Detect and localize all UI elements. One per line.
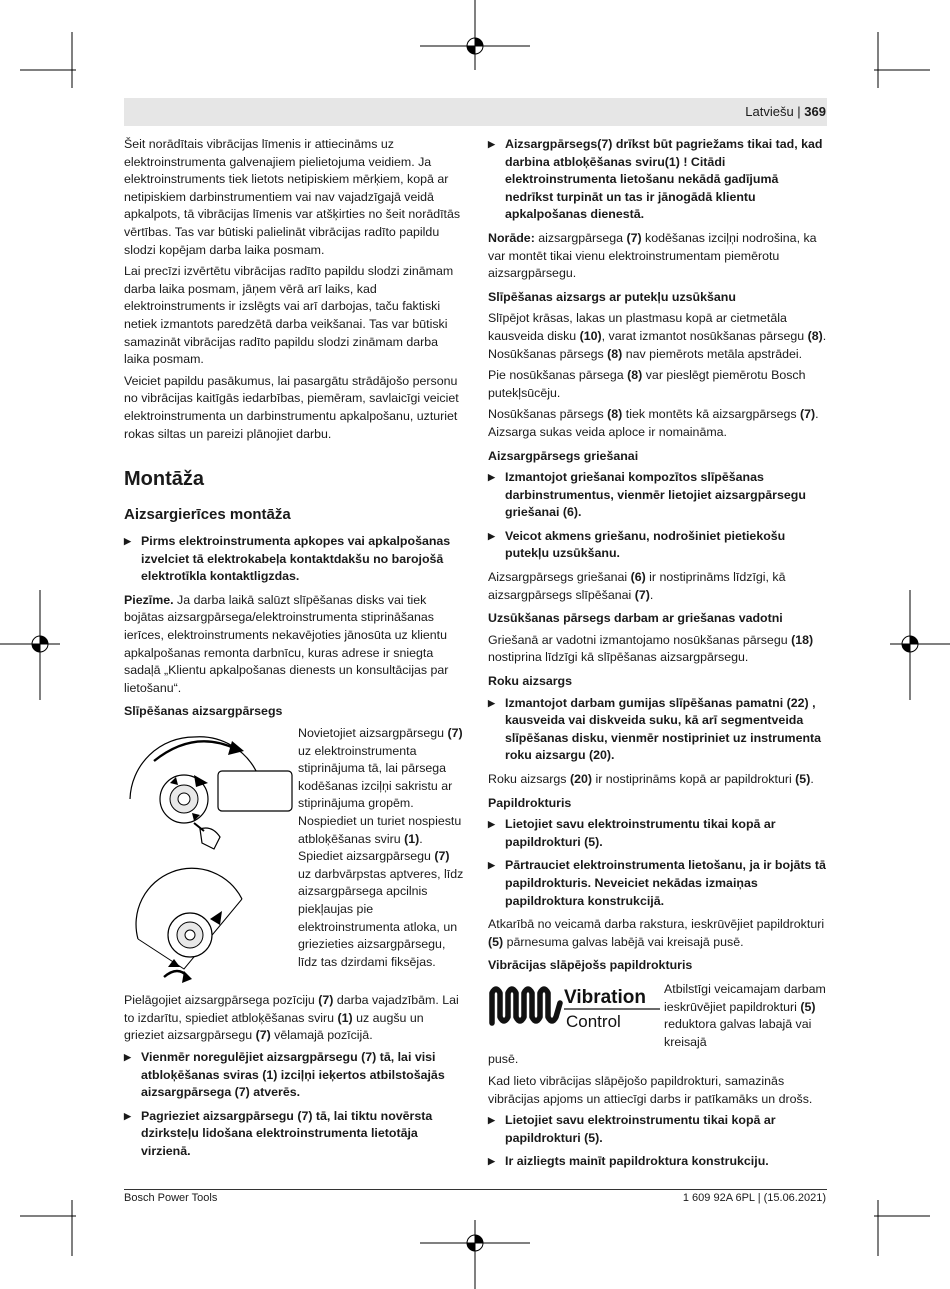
adjust-ref-7b: (7) [255, 1028, 271, 1043]
dust-p2-b: var pieslēgt piemērotu Bosch putekļsūcēju. [488, 368, 806, 400]
vib-title: Vibrācijas slāpējošs papildrokturis [488, 958, 693, 973]
bullet-hand: ▶ Izmantojot darbam gumijas slīpēšanas pamatni (22) , kausveida vai diskveida suku, kā arī segmentveida slīpēšanas disku, vienmēr nostipriniet uz instrumenta roku aizsargu (20). [488, 695, 828, 765]
dust-paragraph-1 [488, 310, 828, 363]
dust-title: Slīpēšanas aizsargs ar putekļu uzsūkšanu [488, 289, 736, 304]
cut-p-b: ir nostiprināms līdzīgi, kā aizsargpārsegs slīpēšanai [488, 570, 786, 602]
right-column [488, 136, 828, 1177]
guard-title: Slīpēšanas aizsargpārsegs [124, 704, 283, 719]
dust-ref-10: (10) [579, 328, 602, 343]
bullet-aux-1: ▶ Lietojiet savu elektroinstrumentu tikai kopā ar papildrokturi (5). [488, 816, 828, 851]
vib-text-a: Atbilstīgi veicamajam darbam ieskrūvējiet papildrokturi [664, 981, 826, 1014]
hand-ref-20: (20) [569, 772, 592, 786]
vib-logo-word-1: Vibration [564, 986, 646, 1008]
footer-code: 1 609 92A 6PL | (15.06.2021) [682, 1192, 826, 1204]
dust-p3-c: . Aizsarga sukas veida aploce ir nomaināma. [488, 407, 819, 439]
guard-mount-illustration-2 [124, 859, 294, 987]
subsection-title: Aizsargierīces montāža [124, 506, 291, 524]
vibration-control-logo [488, 981, 664, 1033]
cut-title: Aizsargpārsegs griešanai [488, 448, 639, 463]
adjust-d: vēlamajā pozīcijā. [270, 1028, 373, 1043]
vib-row [488, 981, 828, 1051]
aux-p-a: Atkarībā no veicamā darba rakstura, ieskrūvējiet papildrokturi [488, 917, 825, 932]
vib-text-b: reduktora galvas labajā vai kreisajā [664, 1017, 812, 1049]
adjust-a: Pielāgojiet aizsargpārsega pozīciju [124, 993, 315, 1008]
note-paragraph [124, 592, 464, 698]
bullet-turn: ▶ Pagrieziet aizsargpārsegu (7) tā, lai tiktu novērsta dzirksteļu lidošana elektroinstrumenta lietotāja virzienā. [124, 1108, 464, 1161]
dust-p2-a: Pie nosūkšanas pārsega [488, 368, 628, 383]
left-column [124, 136, 464, 1167]
hand-title: Roku aizsargs [488, 674, 573, 689]
aux-ref-5: (5) [488, 934, 504, 949]
dust-ref-8d: (8) [607, 407, 623, 422]
vib-paragraph-2: Kad lieto vibrācijas slāpējošo papildrokturi, samazinās vibrācijas apjoms un attiecīgi darbs ir patīkamāks un drošs. [488, 1073, 813, 1106]
adjust-ref-1: (1) [337, 1010, 353, 1025]
vibration-paragraph-2: Lai precīzi izvērtētu vibrācijas radīto papildu slodzi zināmam darba laika posmam, jāņem vērā arī laiks, kad elektroinstruments ir izslēgts vai arī darbojas, taču faktiski netiek izmantots paredzētā darba veikšanai. Tas var būtiski samazināt vibrācijas radīto papildu slodzi zināmam darba laika posmam. [124, 264, 454, 367]
guard-figures [124, 725, 296, 992]
dust-ref-8c: (8) [627, 368, 643, 383]
header-bar [124, 98, 827, 126]
note-label: Piezīme. [124, 592, 174, 607]
dust-ref-7: (7) [800, 407, 816, 422]
dust-p1-d: nav piemērots metāla apstrādei. [622, 346, 803, 361]
adjust-b: darba vajadzībām. Lai to izdarītu, spiediet atbloķēšanas sviru [124, 993, 459, 1025]
footer-rule [124, 1189, 827, 1190]
page-number: 369 [804, 104, 826, 119]
adjust-ref-7: (7) [318, 993, 334, 1008]
coding-note [488, 230, 828, 283]
dust-p1-b: , varat izmantot nosūkšanas pārsegu [601, 328, 808, 343]
dust-paragraph-3 [488, 406, 828, 441]
aux-p-b: pārnesuma galvas labējā vai kreisajā pusē. [503, 934, 744, 949]
guard-mount-illustration-1 [124, 725, 294, 853]
vibration-paragraph-3: Veiciet papildu pasākumus, lai pasargātu strādājošo personu no vibrācijas kaitīgās iedarbības, piemēram, savlaicīgi veiciet elektroinstrumenta un darbinstrumentu apkalpošanu, uzturiet rokas siltas un pareizi plānojiet darbu. [124, 373, 459, 441]
hand-ref-5: (5) [795, 772, 811, 786]
rail-paragraph [488, 632, 828, 667]
section-title: Montāža [124, 468, 204, 491]
fig-text-1: Novietojiet aizsargpārsegu [298, 726, 445, 741]
header-language: Latviešu [745, 104, 794, 119]
coding-note-a: aizsargpārsega [534, 230, 627, 245]
bullet-aux-2: ▶ Pārtrauciet elektroinstrumenta lietošanu, ja ir bojāts tā papildrokturis. Neveiciet nekādas izmaiņas papildroktura konstrukcijā. [488, 857, 828, 910]
rail-ref-18: (18) [791, 632, 814, 647]
hand-p-c: . [810, 772, 814, 786]
page-header: Latviešu | 369 [745, 104, 826, 119]
fig-text-5: uz darbvārpstas aptveres, līdz aizsargpārsega apcilnis piekļaujas pie elektroinstrumenta atloka, un griezieties aizsargpārsegu, līdz tas dzirdami fiksējas. [298, 866, 464, 969]
cut-p-c: . [649, 587, 654, 602]
bullet-vib-2: ▶ Ir aizliegts mainīt papildroktura konstrukciju. [488, 1153, 828, 1171]
adjust-paragraph [124, 992, 464, 1045]
bullet-adjust: ▶ Vienmēr noregulējiet aizsargpārsegu (7) tā, lai visi atbloķēšanas sviras (1) izciļņi ieķertos atbilstošajās aizsargpārsega (7) atverēs. [124, 1049, 464, 1102]
rail-p-a: Griešanā ar vadotni izmantojamo nosūkšanas pārsegu [488, 632, 792, 647]
vib-continue: pusē. [488, 1052, 519, 1067]
dust-ref-8b: (8) [607, 346, 623, 361]
coding-note-label: Norāde: [488, 230, 535, 245]
bullet-vib-1: ▶ Lietojiet savu elektroinstrumentu tikai kopā ar papildrokturi (5). [488, 1112, 828, 1147]
fig-text-2: uz elektroinstrumenta stiprinājuma tā, lai pārsega kodēšanas izciļņi sakristu ar stiprinājuma gropēm. Nospiediet un turiet nospiestu atbloķēšanas sviru [298, 743, 462, 846]
bullet-cut-1: ▶ Izmantojot griešanai kompozītos slīpēšanas darbinstrumentus, vienmēr lietojiet aizsargpārsegu griešanai (6). [488, 469, 828, 522]
coding-note-ref: (7) [626, 230, 642, 245]
fig-ref-7b: (7) [434, 849, 450, 864]
dust-p3-b: tiek montēts kā aizsargpārsegs [622, 407, 800, 422]
hand-p-a: Roku aizsargs [488, 772, 570, 786]
dust-ref-8: (8) [807, 328, 823, 343]
cut-p-a: Aizsargpārsegs griešanai [488, 570, 631, 585]
vib-side-text [664, 981, 828, 1051]
cut-ref-6: (6) [630, 570, 646, 585]
rail-title: Uzsūkšanas pārsegs darbam ar griešanas vadotni [488, 611, 783, 626]
fig-text-3: . [419, 831, 423, 846]
fig-ref-1: (1) [404, 831, 420, 846]
fig-ref-7: (7) [447, 726, 463, 741]
aux-title: Papildrokturis [488, 795, 572, 810]
dust-p1-a: Slīpējot krāsas, lakas un plastmasu kopā ar cietmetāla kausveida disku [488, 311, 787, 343]
cut-paragraph [488, 569, 828, 604]
dust-p3-a: Nosūkšanas pārsegs [488, 407, 608, 422]
note-text: Ja darba laikā salūzt slīpēšanas disks vai tiek bojātas aizsargpārsega/elektroinstrumenta stiprināšanas ierīces, elektroinstruments nekavējoties jānosūta uz klientu apkalpošanas remonta darbnīcu, kuras adrese ir sniegta sadaļā „Klientu apkalpošanas dienests un konsultācijas par lietošanu“. [124, 592, 449, 695]
footer-brand: Bosch Power Tools [124, 1192, 218, 1204]
rail-p-b: nostiprina līdzīgi kā slīpēšanas aizsargpārsegu. [488, 650, 749, 665]
dust-paragraph-2 [488, 367, 828, 402]
hand-paragraph [488, 771, 828, 789]
bullet-unplug: ▶ Pirms elektroinstrumenta apkopes vai apkalpošanas izvelciet tā elektrokabeļa kontaktdakšu no barojošā elektrotīkla kontaktligzdas. [124, 533, 464, 586]
vibration-paragraph-1: Šeit norādītais vibrācijas līmenis ir attiecināms uz elektroinstrumenta galvenajiem pielietojuma veidiem. Ja elektroinstruments tiek lietots netipiskiem mērķiem, kopā ar netipiskiem darbinstrumentiem vai nav vajadzīgajā veidā apkalpots, tā vibrācijas līmenis var atšķirties no šeit norādītās vērtības. Tas var būtiski palielināt vibrācijas radīto papildu slodzi kopējam darba laika posmam. [124, 137, 461, 257]
guard-figure-row [124, 725, 464, 992]
vib-logo-word-2: Control [566, 1011, 621, 1031]
adjust-c: uz augšu un grieziet aizsargpārsegu [124, 1010, 424, 1043]
bullet-cut-2: ▶ Veicot akmens griešanu, nodrošiniet pietiekošu putekļu uzsūkšanu. [488, 528, 828, 563]
vib-ref-5: (5) [800, 999, 816, 1014]
coding-note-b: kodēšanas izciļņi nodrošina, ka var montēt tikai vienu elektroinstrumentam piemērotu aizsargpārsegu. [488, 230, 817, 281]
guard-figure-text [296, 725, 464, 992]
dust-p1-c: . Nosūkšanas pārsegs [488, 328, 827, 361]
aux-paragraph [488, 916, 828, 951]
fig-text-4: Spiediet aizsargpārsegu [298, 849, 431, 864]
hand-p-b: ir nostiprināms kopā ar papildrokturi [592, 772, 796, 786]
cut-ref-7: (7) [634, 587, 650, 602]
bullet-rotate: ▶ Aizsargpārsegs(7) drīkst būt pagriežams tikai tad, kad darbina atbloķēšanas sviru(1) ! Citādi elektroinstrumenta lietošanu nekādā gadījumā nedrīkst turpināt un tas ir jānogādā klientu apkalpošanas dienestā. [488, 136, 828, 224]
